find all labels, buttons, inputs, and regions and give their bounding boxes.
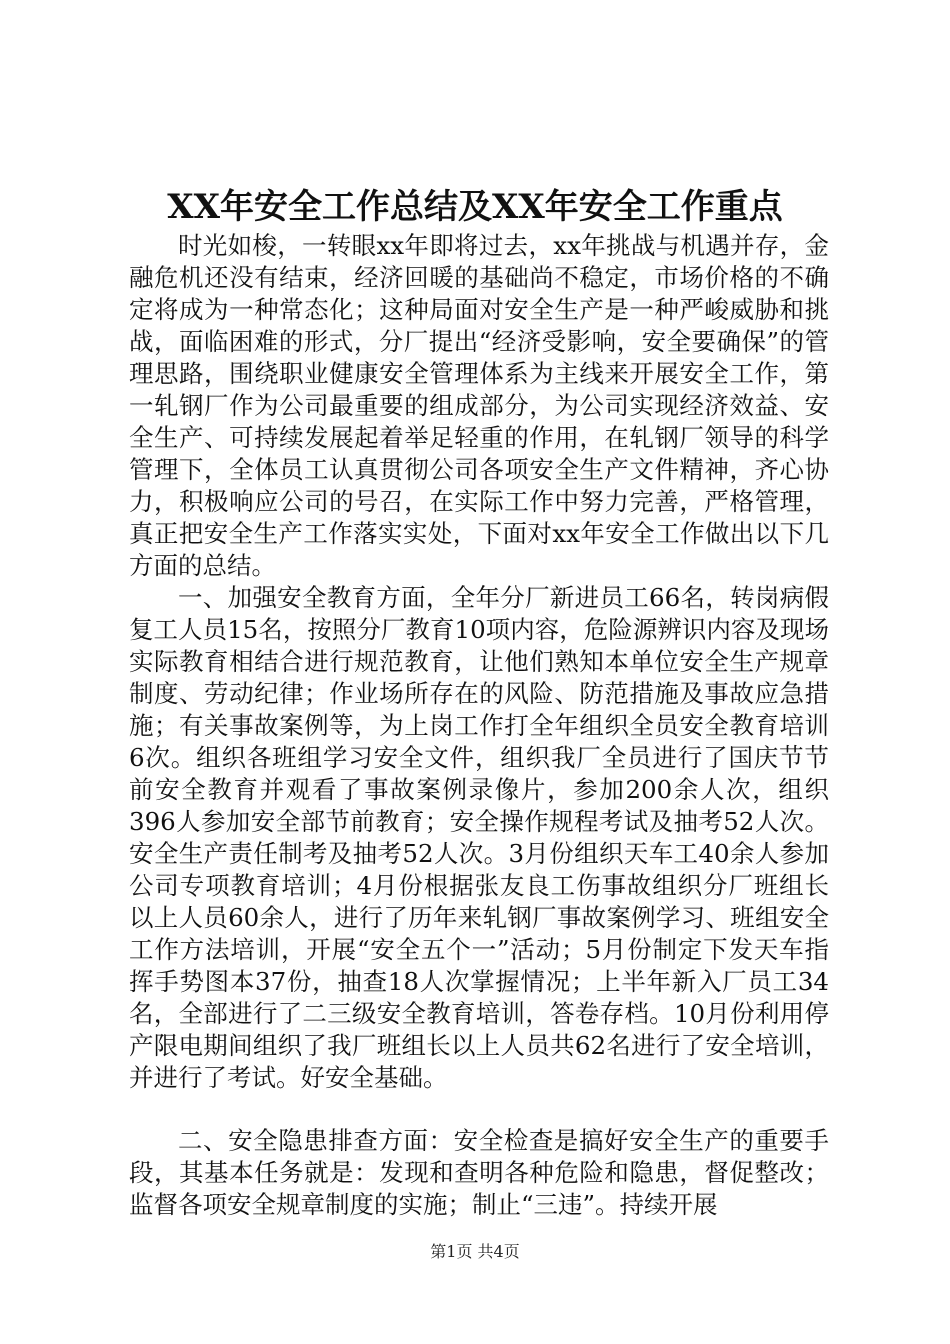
paragraph-intro: 时光如梭，一转眼xx年即将过去，xx年挑战与机遇并存，金融危机还没有结束，经济回暖的基础尚不稳定，市场价格的不确定将成为一种常态化；这种局面对安全生产是一种严峻威胁和挑战，面临困难的形式，分厂提出“经济受影响，安全要确保”的管理思路，围绕职业健康安全管理体系为主线来开展安全工作，第一轧钢厂作为公司最重要的组成部分，为公司实现经济效益、安全生产、可持续发展起着举足轻重的作用，在轧钢厂领导的科学管理下，全体员工认真贯彻公司各项安全生产文件精神，齐心协力，积极响应公司的号召，在实际工作中努力完善，严格管理，真正把安全生产工作落实实处，下面对xx年安全工作做出以下几方面的总结。 [129, 231, 829, 580]
document-body [129, 230, 829, 1221]
page-footer: 第1页 共4页 [430, 1242, 520, 1261]
document-title: XX年安全工作总结及XX年安全工作重点 [167, 187, 783, 227]
paragraph-safety-education: 一、加强安全教育方面，全年分厂新进员工66名，转岗病假复工人员15名，按照分厂教育10项内容，危险源辨识内容及现场实际教育相结合进行规范教育，让他们熟知本单位安全生产规章制度、劳动纪律；作业场所存在的风险、防范措施及事故应急措施；有关事故案例等，为上岗工作打全年组织全员安全教育培训6次。组织各班组学习安全文件，组织我厂全员进行了国庆节节前安全教育并观看了事故案例录像片，参加200余人次，组织396人参加安全部节前教育；安全操作规程考试及抽考52人次。安全生产责任制考及抽考52人次。3月份组织天车工40余人参加公司专项教育培训；4月份根据张友良工伤事故组织分厂班组长以上人员60余人，进行了历年来轧钢厂事故案例学习、班组安全工作方法培训，开展“安全五个一”活动；5月份制定下发天车指挥手势图本37份，抽查18人次掌握情况；上半年新入厂员工34名，全部进行了二三级安全教育培训，答卷存档。10月份利用停产限电期间组织了我厂班组长以上人员共62名进行了安全培训，并进行了考试。好安全基础。 [129, 583, 829, 1092]
paragraph-hazard-inspection: 二、安全隐患排查方面：安全检查是搞好安全生产的重要手段，其基本任务就是：发现和查明各种危险和隐患，督促整改；监督各项安全规章制度的实施；制止“三违”。持续开展 [129, 1126, 829, 1219]
